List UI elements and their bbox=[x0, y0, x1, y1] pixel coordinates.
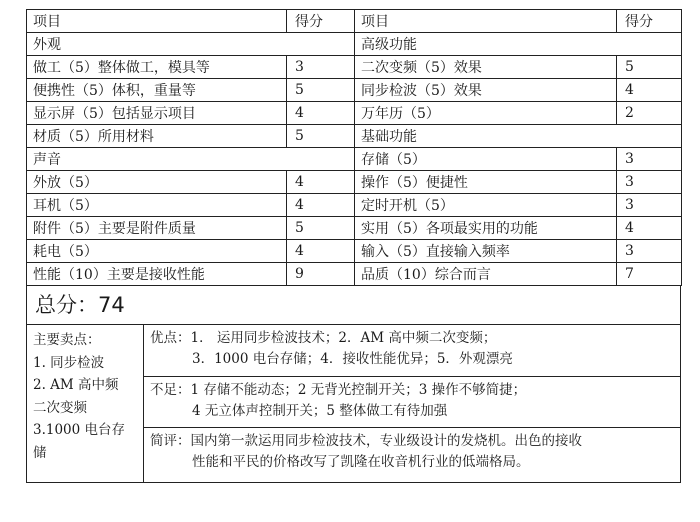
criterion-right: 存储（5） bbox=[355, 148, 617, 171]
score-left: 5 bbox=[287, 125, 355, 148]
summary-section bbox=[26, 324, 681, 483]
score-right: 2 bbox=[617, 102, 682, 125]
score-table bbox=[26, 9, 682, 286]
criterion-left: 外放（5） bbox=[27, 171, 287, 194]
header-score-left: 得分 bbox=[287, 10, 355, 33]
criterion-left: 显示屏（5）包括显示项目 bbox=[27, 102, 287, 125]
criterion-right: 定时开机（5） bbox=[355, 194, 617, 217]
cons-line: 4 无立体声控制开关；5 整体做工有待加强 bbox=[192, 403, 448, 419]
score-row bbox=[27, 79, 682, 102]
score-right: 3 bbox=[617, 194, 682, 217]
criterion-right: 同步检波（5）效果 bbox=[355, 79, 617, 102]
criterion-left: 耳机（5） bbox=[27, 194, 287, 217]
pros-line: 3．1000 电台存储；4．接收性能优异；5．外观漂亮 bbox=[192, 351, 513, 367]
score-row bbox=[27, 125, 682, 148]
score-right: 3 bbox=[617, 171, 682, 194]
section-heading-left: 声音 bbox=[27, 148, 355, 171]
section-heading-right: 高级功能 bbox=[355, 33, 682, 56]
score-left: 4 bbox=[287, 240, 355, 263]
criterion-left: 材质（5）所用材料 bbox=[27, 125, 287, 148]
criterion-right: 输入（5）直接输入频率 bbox=[355, 240, 617, 263]
criterion-left: 附件（5）主要是附件质量 bbox=[27, 217, 287, 240]
score-left: 4 bbox=[287, 171, 355, 194]
score-row bbox=[27, 33, 682, 56]
score-row bbox=[27, 217, 682, 240]
selling-point-line: 2. AM 高中频 bbox=[33, 377, 119, 393]
criterion-right: 品质（10）综合而言 bbox=[355, 263, 617, 286]
score-row bbox=[27, 263, 682, 286]
score-right: 4 bbox=[617, 217, 682, 240]
score-left: 3 bbox=[287, 56, 355, 79]
score-left: 4 bbox=[287, 102, 355, 125]
score-left: 4 bbox=[287, 194, 355, 217]
header-score-right: 得分 bbox=[617, 10, 682, 33]
criterion-right: 操作（5）便捷性 bbox=[355, 171, 617, 194]
criterion-right: 万年历（5） bbox=[355, 102, 617, 125]
selling-points bbox=[27, 325, 144, 482]
section-heading-right: 基础功能 bbox=[355, 125, 682, 148]
score-row bbox=[27, 148, 682, 171]
score-left: 9 bbox=[287, 263, 355, 286]
score-row bbox=[27, 102, 682, 125]
selling-point-line: 储 bbox=[33, 444, 47, 461]
header-item-right: 项目 bbox=[355, 10, 617, 33]
criterion-left: 耗电（5） bbox=[27, 240, 287, 263]
criterion-left: 便携性（5）体积，重量等 bbox=[27, 79, 287, 102]
evaluation-panel bbox=[144, 325, 680, 482]
score-left: 5 bbox=[287, 217, 355, 240]
cons-block bbox=[144, 376, 680, 427]
score-right: 3 bbox=[617, 240, 682, 263]
criterion-right: 实用（5）各项最实用的功能 bbox=[355, 217, 617, 240]
total-score: 总分：74 bbox=[26, 286, 681, 324]
score-right: 7 bbox=[617, 263, 682, 286]
cons-line: 不足：1 存储不能动态；2 无背光控制开关；3 操作不够简捷； bbox=[150, 382, 527, 398]
score-row bbox=[27, 171, 682, 194]
selling-points-title: 主要卖点： bbox=[33, 332, 101, 348]
header-row bbox=[27, 10, 682, 33]
criterion-left: 做工（5）整体做工，模具等 bbox=[27, 56, 287, 79]
score-right: 5 bbox=[617, 56, 682, 79]
selling-point-line: 二次变频 bbox=[33, 399, 87, 416]
review-line: 简评：国内第一款运用同步检波技术，专业级设计的发烧机。出色的接收 bbox=[150, 433, 582, 449]
selling-point-line: 3.1000 电台存 bbox=[33, 422, 126, 438]
header-item-left: 项目 bbox=[27, 10, 287, 33]
score-left: 5 bbox=[287, 79, 355, 102]
score-right: 4 bbox=[617, 79, 682, 102]
review-block bbox=[144, 427, 680, 482]
score-row bbox=[27, 194, 682, 217]
pros-block bbox=[144, 325, 680, 376]
score-right: 3 bbox=[617, 148, 682, 171]
pros-line: 优点：1． 运用同步检波技术；2．AM 高中频二次变频； bbox=[150, 330, 497, 346]
criterion-left: 性能（10）主要是接收性能 bbox=[27, 263, 287, 286]
review-line: 性能和平民的价格改写了凯隆在收音机行业的低端格局。 bbox=[192, 454, 530, 470]
review-sheet bbox=[26, 9, 681, 514]
criterion-right: 二次变频（5）效果 bbox=[355, 56, 617, 79]
score-row bbox=[27, 56, 682, 79]
score-row bbox=[27, 240, 682, 263]
selling-point-line: 1. 同步检波 bbox=[33, 354, 105, 371]
section-heading-left: 外观 bbox=[27, 33, 355, 56]
